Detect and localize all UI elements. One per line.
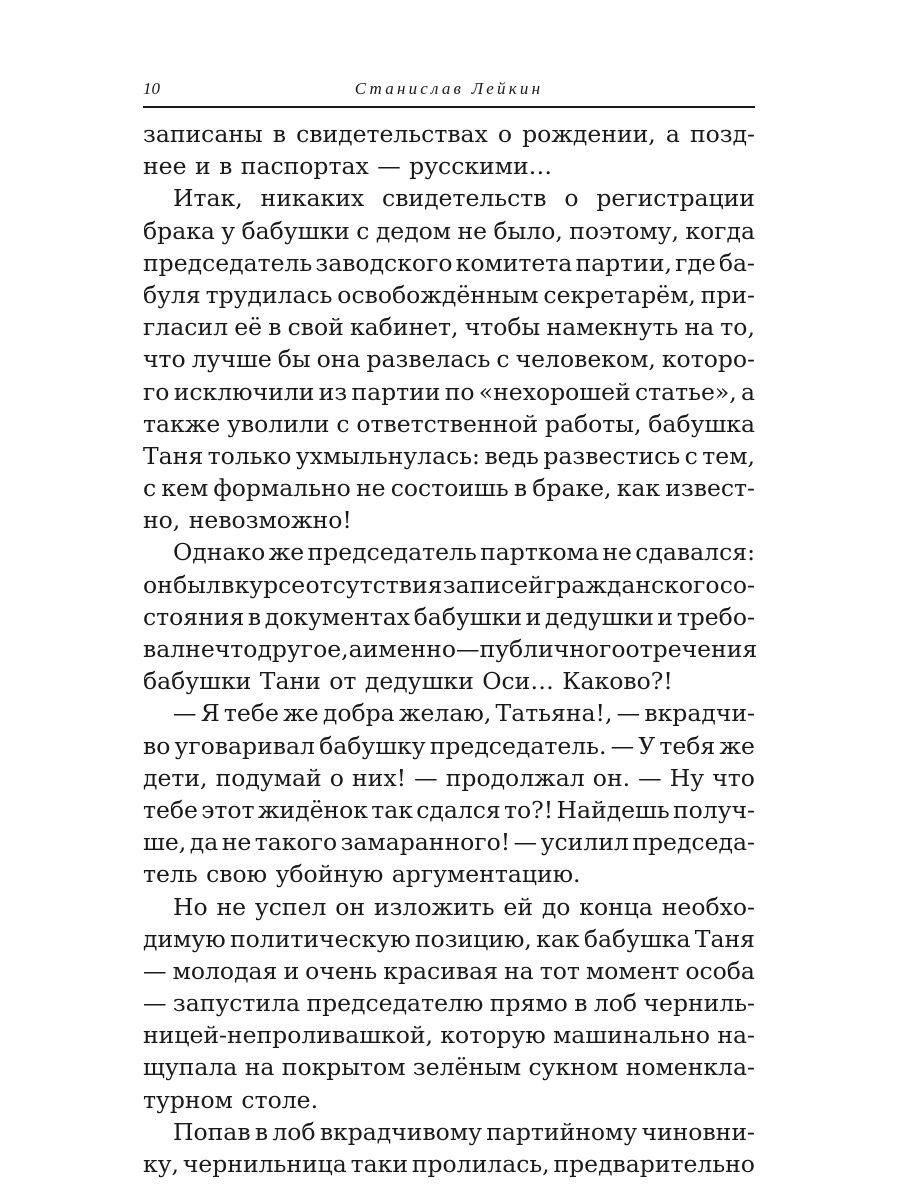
page-header <box>143 78 755 100</box>
paragraph <box>143 891 755 1116</box>
text-line: Таня только ухмыльнулась: ведь развестись с тем, <box>143 441 755 470</box>
text-line: бабушки Тани от дедушки Оси… Каково?! <box>143 667 673 696</box>
text-line: но, невозможно! <box>143 506 352 535</box>
paragraph <box>143 536 758 697</box>
text-line: ше, да не такого замаранного! — усилил председа- <box>143 828 755 857</box>
paragraph <box>143 697 755 890</box>
text-line: дети, подумай о них! — продолжал он. — Ну что <box>143 763 755 792</box>
paragraph <box>143 1116 755 1180</box>
text-line: Итак, никаких свидетельств о регистрации <box>173 184 755 213</box>
text-line: записаны в свидетельствах о рождении, а позд- <box>143 120 755 148</box>
text-line: что лучше бы она развелась с человеком, которо- <box>143 345 755 374</box>
text-line: стояния в документах бабушки и дедушки и требо- <box>143 602 755 631</box>
text-line: Но не успел он изложить ей до конца необхо- <box>173 892 755 921</box>
text-line: тебе этот жидёнок так сдался то?! Найдешь получ- <box>143 795 755 824</box>
text-line: брака у бабушки с дедом не было, поэтому, когда <box>143 216 755 245</box>
text-line: щупала на покрытом зелёным сукном номенкла- <box>143 1053 755 1082</box>
text-line: также уволили с ответственной работы, бабушка <box>143 409 755 438</box>
paragraph <box>143 182 755 536</box>
text-line: го исключили из партии по «нехорошей статье», а <box>143 377 755 406</box>
text-line: — запустила председателю прямо в лоб черниль- <box>143 989 755 1018</box>
text-line: — молодая и очень красивая на тот момент особа <box>143 956 755 985</box>
text-line: — Я тебе же добра желаю, Татьяна!, — вкрадчи- <box>173 699 755 728</box>
text-line: тель свою убойную аргументацию. <box>143 860 581 889</box>
text-line: он был в курсе отсутствия записей гражданского со- <box>143 570 755 599</box>
text-line: димую политическую позицию, как бабушка Таня <box>143 924 755 953</box>
text-line: буля трудилась освобождённым секретарём, при- <box>143 280 755 309</box>
text-line: Однако же председатель парткома не сдавался: <box>173 538 755 567</box>
text-line: с кем формально не состоишь в браке, как извест- <box>143 474 755 503</box>
text-line: турном столе. <box>143 1085 319 1114</box>
text-line: ницей-непроливашкой, которую машинально на- <box>143 1021 755 1050</box>
text-line: Попав в лоб вкрадчивому партийному чиновни- <box>173 1117 755 1146</box>
page-number: 10 <box>143 79 160 98</box>
text-line: гласил её в свой кабинет, чтобы намекнуть на то, <box>143 313 755 342</box>
text-line: во уговаривал бабушку председатель. — У тебя же <box>143 731 755 760</box>
paragraph <box>143 118 755 182</box>
body-text <box>143 118 758 1180</box>
running-title: Станислав Лейкин <box>354 79 544 98</box>
text-line: ку, чернильница таки пролилась, предварительно <box>143 1150 755 1178</box>
text-line: председатель заводского комитета партии, где ба- <box>143 248 755 277</box>
text-line: нее и в паспортах — русскими… <box>143 152 553 181</box>
header-rule <box>143 106 755 108</box>
text-line: вал нечто другое, а именно — публичного отречения <box>143 635 758 663</box>
